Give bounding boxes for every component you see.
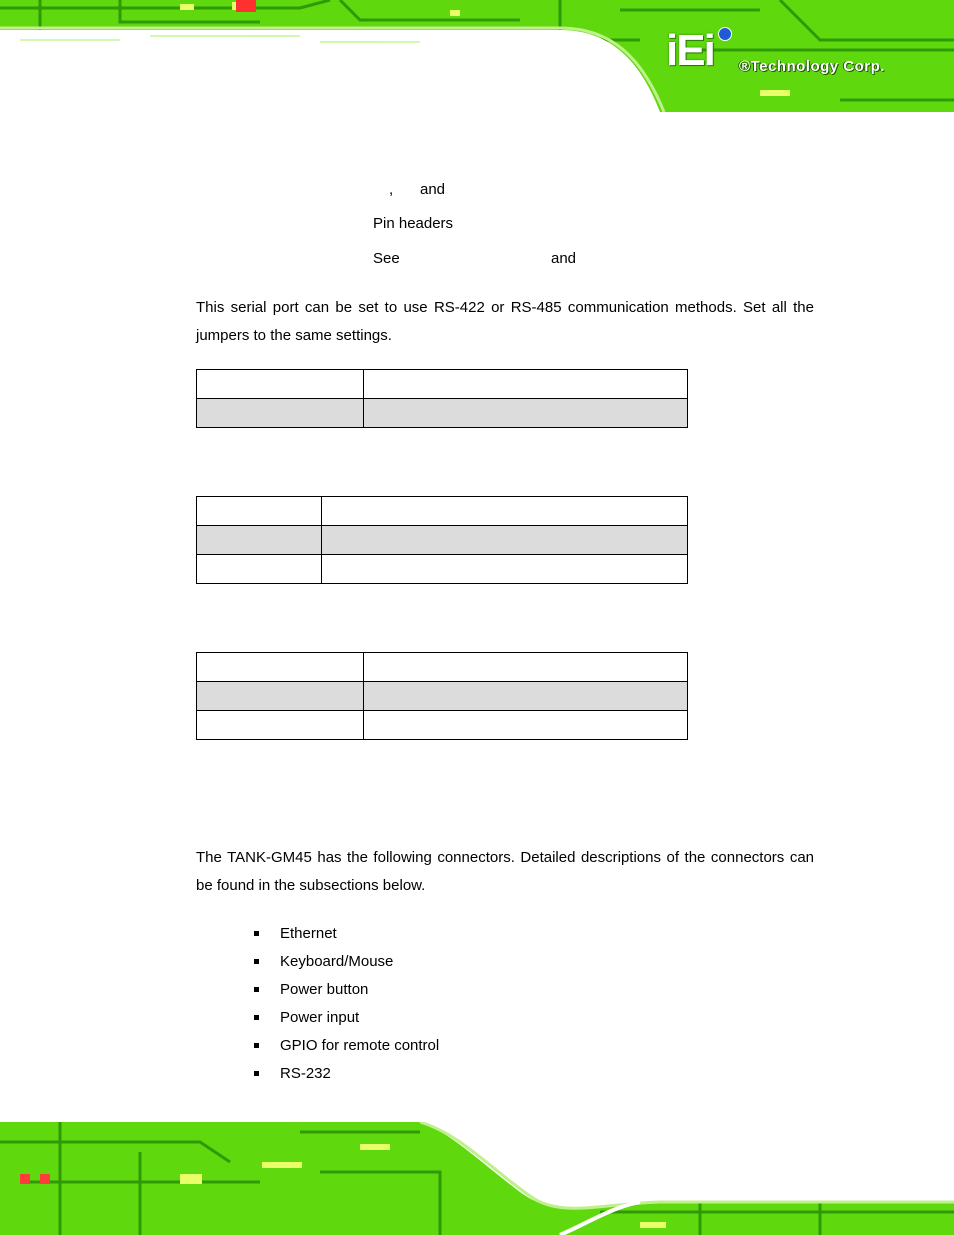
table-row <box>197 399 688 428</box>
list-item-label: Ethernet <box>280 925 337 942</box>
serial-port-description: This serial port can be set to use RS-422 or RS-485 communication methods. Set all the jumpers to the same settings. <box>196 299 814 344</box>
logo-wordmark: ®Technology Corp. <box>739 58 885 75</box>
list-item-label: Keyboard/Mouse <box>280 953 394 970</box>
bullet-icon <box>254 1015 259 1020</box>
info-location-comma: , <box>389 181 394 198</box>
info-location-and: and <box>420 181 446 198</box>
table-row <box>197 555 688 584</box>
list-item-label: Power button <box>280 981 369 998</box>
circuit-board-footer-graphic <box>0 1122 954 1235</box>
jumper-settings-table-3 <box>196 652 688 740</box>
list-item <box>252 1034 439 1062</box>
table-row <box>197 497 688 526</box>
table-row <box>197 711 688 740</box>
connector-list <box>252 922 439 1090</box>
info-connector-type: Pin headers <box>373 215 454 232</box>
list-item-label: RS-232 <box>280 1065 331 1082</box>
table-row <box>197 526 688 555</box>
jumper-settings-table-1 <box>196 369 688 428</box>
bullet-icon <box>254 1071 259 1076</box>
list-item-label: GPIO for remote control <box>280 1037 440 1054</box>
list-item-label: Power input <box>280 1009 360 1026</box>
list-item <box>252 1062 439 1090</box>
list-item <box>252 978 439 1006</box>
company-logo <box>666 26 936 82</box>
table-row <box>197 682 688 711</box>
bullet-icon <box>254 987 259 992</box>
logo-dot-icon <box>718 27 732 41</box>
info-see-label: See <box>373 250 400 267</box>
bullet-icon <box>254 931 259 936</box>
list-item <box>252 1006 439 1034</box>
list-item <box>252 922 439 950</box>
table-row <box>197 653 688 682</box>
jumper-settings-table-2 <box>196 496 688 584</box>
page-footer-banner <box>0 1122 954 1235</box>
page-header-banner <box>0 0 954 112</box>
bullet-icon <box>254 959 259 964</box>
list-item <box>252 950 439 978</box>
connectors-description: The TANK-GM45 has the following connectors. Detailed descriptions of the connectors can be found in the subsections below. <box>196 849 814 894</box>
info-see-and: and <box>551 250 577 267</box>
bullet-icon <box>254 1043 259 1048</box>
logo-mark: iEi <box>666 26 714 75</box>
table-row <box>197 370 688 399</box>
